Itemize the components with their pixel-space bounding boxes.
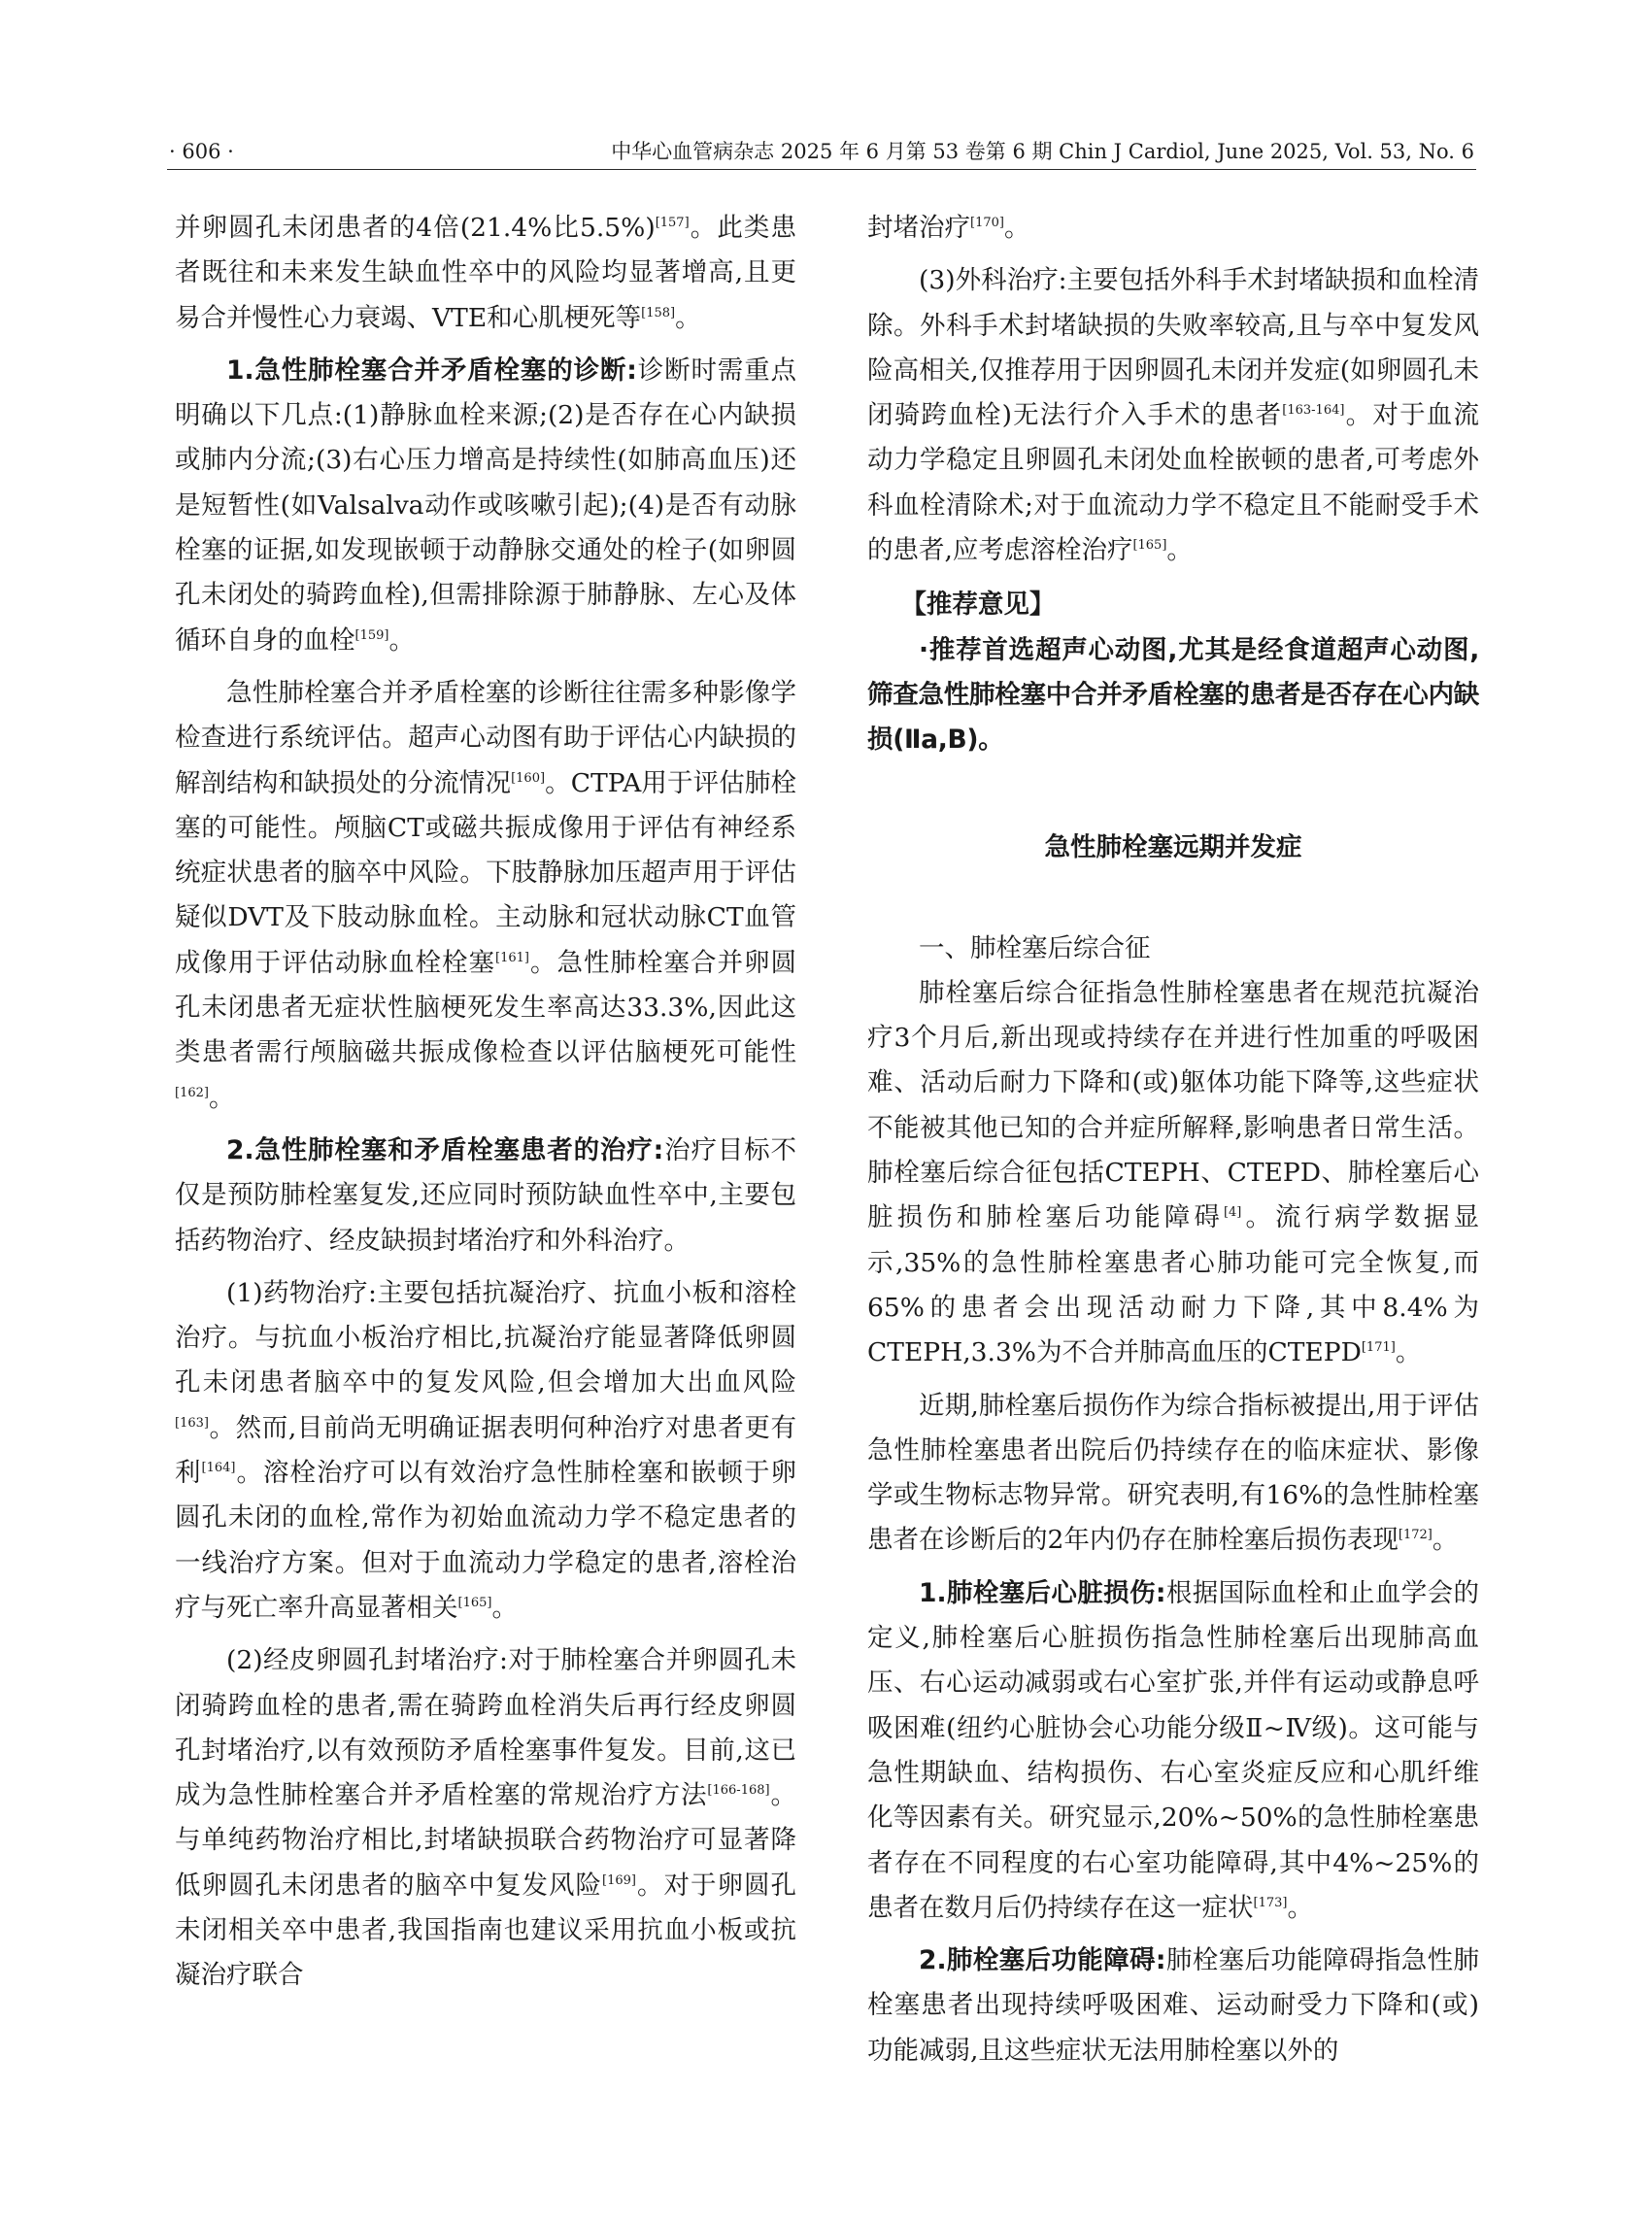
right-column (867, 206, 1479, 2073)
paragraph: (1)药物治疗:主要包括抗凝治疗、抗血小板和溶栓治疗。与抗血小板治疗相比,抗凝治疗能显著降低卵圆孔未闭患者脑卒中的复发风险,但会增加大出血风险[163]。然而,目前尚无明确证据表明何种治疗对患者更有利[164]。溶栓治疗可以有效治疗急性肺栓塞和嵌顿于卵圆孔未闭的血栓,常作为初始血流动力学不稳定患者的一线治疗方案。但对于血流动力学稳定的患者,溶栓治疗与死亡率升高显著相关[165]。 (175, 1277, 797, 1623)
citation: [165] (1132, 538, 1167, 554)
left-column (175, 206, 796, 1999)
subheading: 2.急性肺栓塞和矛盾栓塞患者的治疗: (226, 1134, 664, 1165)
paragraph: 1.肺栓塞后心脏损伤:根据国际血栓和止血学会的定义,肺栓塞后心脏损伤指急性肺栓塞后出现肺高血压、右心运动减弱或右心室扩张,并伴有运动或静息呼吸困难(纽约心脏协会心功能分级Ⅱ~Ⅳ级)。这可能与急性期缺血、结构损伤、右心室炎症反应和心肌纤维化等因素有关。研究显示,20%~50%的急性肺栓塞患者存在不同程度的右心室功能障碍,其中4%~25%的患者在数月后仍持续存在这一症状[173]。 (867, 1577, 1480, 1923)
citation: [166-168] (707, 1783, 770, 1799)
section-title: 急性肺栓塞远期并发症 (1044, 831, 1302, 862)
citation: [169] (602, 1872, 636, 1888)
citation: [171] (1361, 1340, 1396, 1356)
recommendation-body: ·推荐首选超声心动图,尤其是经食道超声心动图,筛查急性肺栓塞中合并矛盾栓塞的患者是否存在心内缺损(Ⅱa,B)。 (867, 634, 1479, 756)
citation: [163-164] (1282, 403, 1345, 419)
citation: [163] (175, 1415, 209, 1431)
paragraph: (2)经皮卵圆孔封堵治疗:对于肺栓塞合并卵圆孔未闭骑跨血栓的患者,需在骑跨血栓消失后再行经皮卵圆孔封堵治疗,以有效预防矛盾栓塞事件复发。目前,这已成为急性肺栓塞合并矛盾栓塞的常规治疗方法[166-168]。与单纯药物治疗相比,封堵缺损联合药物治疗可显著降低卵圆孔未闭患者的脑卒中复发风险[169]。对于卵圆孔未闭相关卒中患者,我国指南也建议采用抗血小板或抗凝治疗联合 (175, 1645, 797, 1991)
citation: [161] (495, 950, 529, 965)
paragraph: 肺栓塞后综合征指急性肺栓塞患者在规范抗凝治疗3个月后,新出现或持续存在并进行性加重的呼吸困难、活动后耐力下降和(或)躯体功能下降等,这些症状不能被其他已知的合并症所解释,影响患者日常生活。肺栓塞后综合征包括CTEPH、CTEPD、肺栓塞后心脏损伤和肺栓塞后功能障碍[4]。流行病学数据显示,35%的急性肺栓塞患者心肺功能可完全恢复,而65%的患者会出现活动耐力下降,其中8.4%为CTEPH,3.3%为不合并肺高血压的CTEPD[171]。 (867, 977, 1480, 1368)
subheading: 1.急性肺栓塞合并矛盾栓塞的诊断: (226, 354, 637, 386)
citation: [170] (970, 216, 1004, 231)
page-number: · 606 · (169, 140, 234, 163)
paragraph: 并卵圆孔未闭患者的4倍(21.4%比5.5%)[157]。此类患者既往和未来发生缺血性卒中的风险均显著增高,且更易合并慢性心力衰竭、VTE和心肌梗死等[158]。 (175, 213, 797, 333)
paragraph: (3)外科治疗:主要包括外科手术封堵缺损和血栓清除。外科手术封堵缺损的失败率较高,且与卒中复发风险高相关,仅推荐用于因卵圆孔未闭并发症(如卵圆孔未闭骑跨血栓)无法行介入手术的患者[163-164]。对于血流动力学稳定且卵圆孔未闭处血栓嵌顿的患者,可考虑外科血栓清除术;对于血流动力学不稳定且不能耐受手术的患者,应考虑溶栓治疗[165]。 (867, 265, 1480, 566)
citation: [157] (655, 216, 690, 231)
citation: [165] (457, 1596, 492, 1611)
citation: [164] (201, 1461, 236, 1476)
citation: [173] (1253, 1895, 1288, 1910)
paragraph: 急性肺栓塞合并矛盾栓塞的诊断往往需多种影像学检查进行系统评估。超声心动图有助于评估心内缺损的解剖结构和缺损处的分流情况[160]。CTPA用于评估肺栓塞的可能性。颅脑CT或磁共振成像用于评估有神经系统症状患者的脑卒中风险。下肢静脉加压超声用于评估疑似DVT及下肢动脉血栓。主动脉和冠状动脉CT血管成像用于评估动脉血栓栓塞[161]。急性肺栓塞合并卵圆孔未闭患者无症状性脑梗死发生率高达33.3%,因此这类患者需行颅脑磁共振成像检查以评估脑梗死可能性[162]。 (175, 677, 797, 1113)
citation: [159] (354, 627, 389, 643)
running-header (167, 134, 1476, 170)
paragraph: 2.肺栓塞后功能障碍:肺栓塞后功能障碍指急性肺栓塞患者出现持续呼吸困难、运动耐受力下降和(或)功能减弱,且这些症状无法用肺栓塞以外的 (867, 1945, 1480, 2066)
subheading: 1.肺栓塞后心脏损伤: (919, 1577, 1166, 1608)
subheading: 2.肺栓塞后功能障碍: (919, 1945, 1166, 1976)
paragraph: 封堵治疗[170]。 (867, 213, 1030, 243)
citation: [162] (175, 1085, 209, 1100)
paragraph: 2.急性肺栓塞和矛盾栓塞患者的治疗:治疗目标不仅是预防肺栓塞复发,还应同时预防缺血性卒中,主要包括药物治疗、经皮缺损封堵治疗和外科治疗。 (175, 1134, 796, 1256)
citation: [172] (1398, 1528, 1433, 1543)
subsection-title: 一、肺栓塞后综合征 (919, 932, 1151, 963)
citation: [158] (641, 305, 676, 320)
citation: [4] (1223, 1205, 1242, 1221)
paragraph: 近期,肺栓塞后损伤作为综合指标被提出,用于评估急性肺栓塞患者出院后仍持续存在的临床症状、影像学或生物标志物异常。研究表明,有16%的急性肺栓塞患者在诊断后的2年内仍存在肺栓塞后损伤表现[172]。 (867, 1390, 1479, 1556)
paragraph: 1.急性肺栓塞合并矛盾栓塞的诊断:诊断时需重点明确以下几点:(1)静脉血栓来源;(2)是否存在心内缺损或肺内分流;(3)右心压力增高是持续性(如肺高血压)还是短暂性(如Valsalva动作或咳嗽引起);(4)是否有动脉栓塞的证据,如发现嵌顿于动静脉交通处的栓子(如卵圆孔未闭处的骑跨血栓),但需排除源于肺静脉、左心及体循环自身的血栓[159]。 (175, 354, 797, 656)
recommendation-title: 【推荐意见】 (900, 590, 1056, 621)
journal-citation: 中华心血管病杂志 2025 年 6 月第 53 卷第 6 期 Chin J Cardiol, June 2025, Vol. 53, No. 6 (611, 140, 1474, 163)
citation: [160] (511, 770, 546, 786)
